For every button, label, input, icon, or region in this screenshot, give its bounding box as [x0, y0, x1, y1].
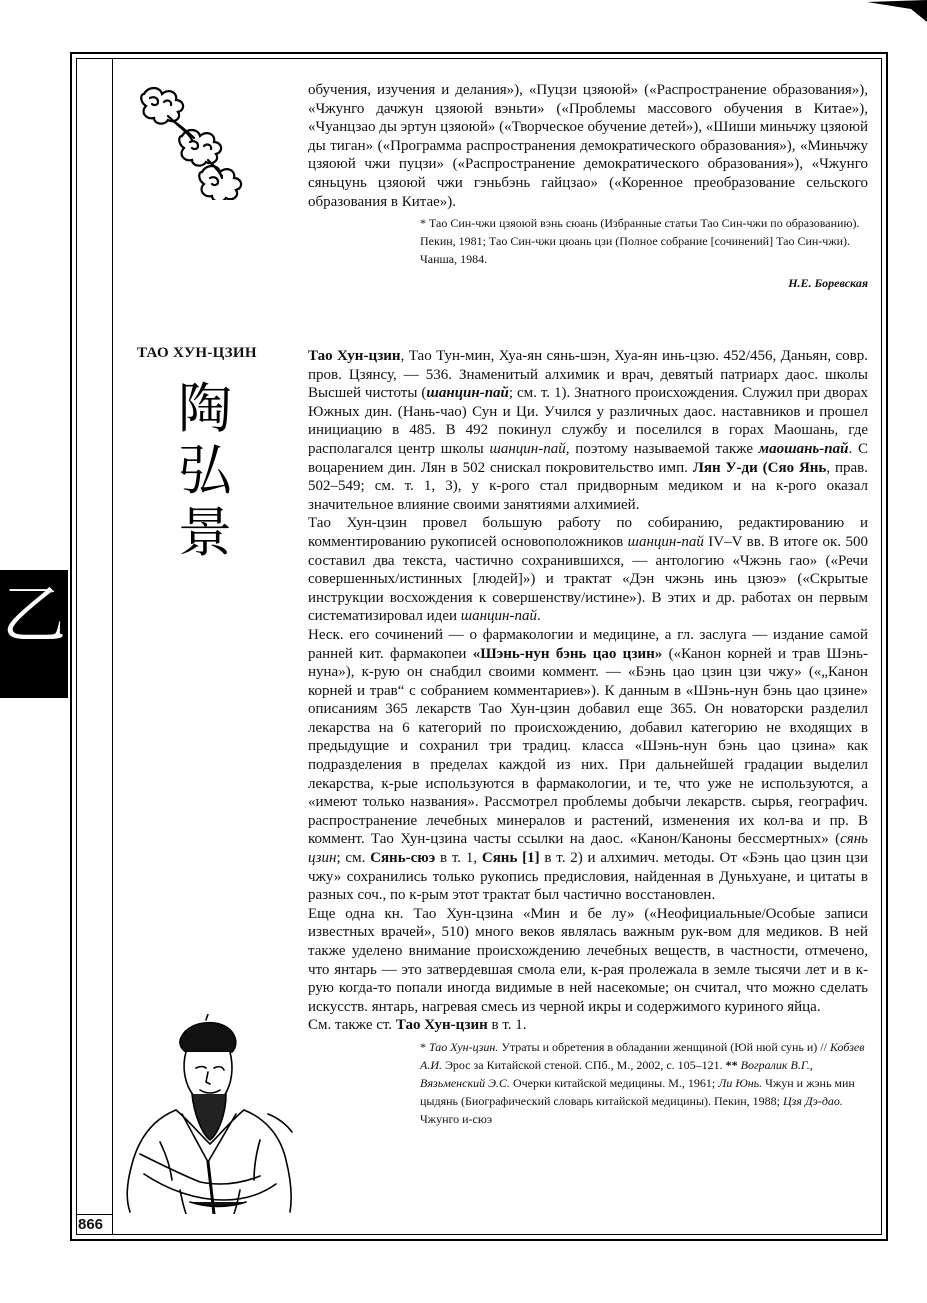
article-paragraph-1: Тао Хун-цзин, Тао Тун-мин, Хуа-ян сянь-шэн, Хуа-ян инь-цзю. 452/456, Даньян, совр. пров. Цзянсу, — 536. Знаменитый алхимик и врач, девятый патриарх даос. школы Высшей чистоты (шанцин-пай; см. т. 1). Знатного происхождения. Служил при дворах Южных дин. (Нань-чао) Сун и Ци. Учился у различных даос. наставников и прошел инициацию в 485. В 492 покинул службу и поселился в горах Маошань, где располагался центр школы шанцин-пай, поэтому называемой также маошань-пай. С воцарением дин. Лян в 502 снискал покровительство имп. Лян У-ди (Сяо Янь, прав. 502–549; см. т. 1, 3), у к-рого стал придворным медиком и на к-рого оказал значительное влияние своими занятиями алхимией. — [308, 348, 869, 513]
article-bibliography: * Тао Хун-цзин. Утраты и обретения в обладании женщиной (Юй нюй сунь и) // Кобзев А.И. Эрос за Китайской стеной. СПб., М., 2002, с. 105–121. ** Вогралик В.Г., Вязьменский Э.С. Очерки китайской медицины. М., 1961; Ли Юнь. Чжун и жэнь мин цыдянь (Биографический словарь китайской медицины). Пекин, 1988; Цзя Дэ-дао. Чжунго и-сюэ — [420, 1039, 865, 1126]
article-paragraph-3: Неск. его сочинений — о фармакологии и медицине, а гл. заслуга — издание самой ранней кит. фармакопеи «Шэнь-нун бэнь цао цзин» («Канон корней и трав Шэнь-нуна»), к-рую он снабдил своими коммент. — «Бэнь цао цзин цзи чжу» («„Канон корней и трав“ с собранием комментариев»). К данным в «Шэнь-нун бэнь цао цзине» описаниям 365 лекарств Тао Хун-цзин добавил еще 365. Он новаторски разделил лекарства на 6 категорий по происхождению, добавил категорию не входящих в предыдущие и сохранил три традиц. класса «Шэнь-нун бэнь цао цзина» как подразделения в пределах каждой из них. При дальнейшей градации выделил лекарства, к-рые используются в фармакологии, и те, что уже не используются, а «имеют только названия». Рассмотрел проблемы добычи лекарств. сырья, географич. распространение лечебных минералов и растений, изменения их кол-ва и пр. В коммент. Тао Хун-цзина часты ссылки на даос. «Канон/Каноны бессмертных» (сянь цзин; см. Сянь-сюэ в т. 1, Сянь [1] в т. 2) и алхимич. методы. От «Бэнь цао цзин цзи чжу» сохранились только рукопись предисловия, найденная в Дуньхуане, и цитаты в разных соч., по к-рым этот трактат был частично восстановлен. — [308, 626, 868, 904]
cross-reference-xian: Сянь [1] — [481, 850, 540, 867]
previous-article-author: Н.Е. Боревская — [788, 276, 868, 291]
cross-reference-liang-wudi: Лян У-ди (Сяо Янь — [692, 459, 827, 476]
page-number-rule — [76, 1214, 112, 1215]
see-also: См. также ст. Тао Хун-цзин в т. 1. — [308, 1017, 527, 1034]
see-also-link: Тао Хун-цзин — [395, 1017, 488, 1034]
article-body — [308, 347, 868, 1128]
term-xian-jing: сянь цзин — [308, 831, 868, 867]
cross-reference-xian-xue: Сянь-сюэ — [370, 850, 436, 867]
hanzi-char-1: 陶 — [178, 377, 232, 440]
hanzi-char-2: 弘 — [178, 439, 232, 502]
headword-hanzi — [170, 378, 240, 564]
corner-arrow-icon — [867, 0, 927, 22]
article-paragraph-2: Тао Хун-цзин провел большую работу по собиранию, редактированию и комментированию рукописей основоположников шанцин-пай IV–V вв. В итоге ок. 500 составил два текста, частично сохранившихся, — антологию «Чжэнь гао» («Речи совершенных/истинных [людей]») и трактат «Дэн чжэнь инь цзюэ» («Скрытые инструкции восхождения к совершенству/истине»). В этих и др. работах он первым систематизировал идеи шанцин-пай. — [308, 515, 868, 625]
article-subject-name: Тао Хун-цзин — [308, 348, 401, 364]
section-tab-glyph: 乙 — [2, 579, 66, 653]
left-margin-rule — [112, 58, 113, 1235]
page-number: 866 — [78, 1216, 104, 1233]
cross-reference-shennong-bencao: «Шэнь-нун бэнь цао цзин» — [472, 645, 663, 662]
article-paragraph-4: Еще одна кн. Тао Хун-цзина «Мин и бе лу» («Неофициальные/Особые записи известных врачей», 510) много веков являлась важным рук-вом для медиков. В ней также уделено внимание происхождению лечебных веществ, в частности, отмечено, что янтарь — это затвердевшая смола ели, к-рая пролежала в земле тысячи лет и в к-рую когда-то попали иногда видимые в ней насекомые; он считал, что можно сделать искусств. янтарь, нагревая смесь из черной икры и содержимого куриного яйца. — [308, 905, 868, 1015]
tao-hongjing-portrait — [120, 1014, 300, 1214]
term-shangqing-pai: шанцин-пай — [489, 440, 566, 457]
term-maoshan-pai: маошань-пай — [758, 440, 849, 457]
previous-article-bibliography: * Тао Син-чжи цзяоюй вэнь сюань (Избранные статьи Тао Син-чжи по образованию). Пекин, 1981; Тао Син-чжи цюань цзи (Полное собрание [сочинений] Тао Син-чжи). Чанша, 1984. — [420, 216, 860, 267]
term-shangqing-pai: шанцин-пай — [426, 385, 509, 402]
previous-article — [308, 81, 868, 293]
article-headword: ТАО ХУН-ЦЗИН — [137, 345, 257, 361]
cloud-ornament-icon — [134, 80, 244, 200]
previous-article-text: обучения, изучения и делания»), «Пуцзи цзяоюй» («Распространение образования»), «Чжунго дачжун цзяоюй вэньти» («Проблемы массового обучения в Китае»), «Чуанцзао ды эртун цзяоюй» («Творческое обучение детей»), «Шиши миньчжу цзяоюй ды тиган» («Программа распространения демократического образования»), «Миньчжу цзяоюй чжи пуцзи» («Распространение демократического образования»), «Чжунго сяньцунь цзяоюй чжи гэньбэнь гайцзао» («Коренное преобразование сельского образования в Китае»). — [308, 82, 868, 210]
term-shangqing-pai: шанцин-пай — [460, 608, 537, 625]
hanzi-char-3: 景 — [178, 501, 232, 564]
term-shangqing-pai: шанцин-пай — [627, 533, 704, 550]
